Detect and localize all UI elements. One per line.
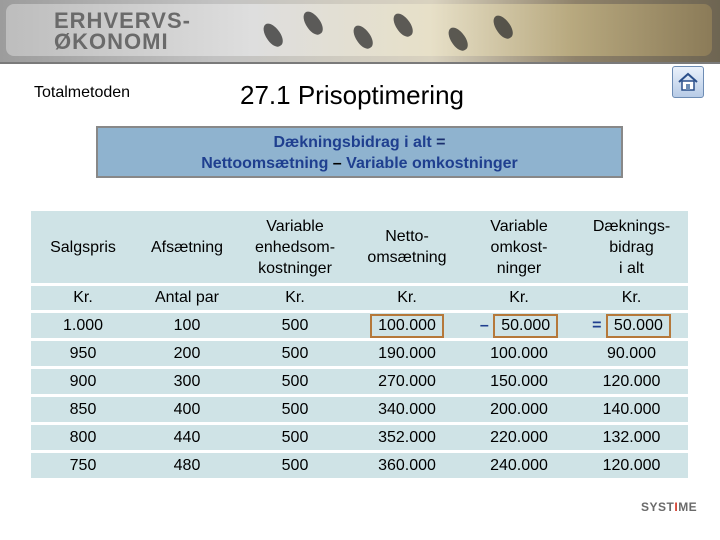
section-subtitle: Totalmetoden (34, 84, 131, 101)
price-optimization-table (31, 208, 688, 481)
cell-netto: 360.000 (351, 453, 463, 478)
formula-part-1: Dækningsbidrag i alt (273, 134, 432, 151)
cell-variable-omk: 200.000 (463, 397, 575, 422)
header-banner-inner (6, 4, 712, 56)
cell-salgspris: 1.000 (31, 313, 135, 338)
page-title: 27.1 Prisoptimering (240, 80, 464, 110)
cell-db: 90.000 (575, 341, 688, 366)
brand-part-1: SYST (641, 500, 675, 514)
brand-part-2: I (674, 500, 679, 514)
table-row (31, 341, 688, 366)
table-row (31, 313, 688, 338)
cell-db: 140.000 (575, 397, 688, 422)
cell-salgspris: 750 (31, 453, 135, 478)
cell-salgspris: 850 (31, 397, 135, 422)
logo (54, 10, 191, 52)
logo-line-2: ØKONOMI (54, 29, 169, 54)
unit-cell: Kr. (31, 286, 135, 310)
cell-variable-omk: 150.000 (463, 369, 575, 394)
cell-variable-omk: 240.000 (463, 453, 575, 478)
highlight-netto: 100.000 (370, 314, 444, 338)
cell-variable-enhed: 500 (239, 341, 351, 366)
unit-cell: Kr. (575, 286, 688, 310)
cell-db: 132.000 (575, 425, 688, 450)
unit-cell: Kr. (463, 286, 575, 310)
unit-cell: Kr. (351, 286, 463, 310)
unit-cell: Antal par (135, 286, 239, 310)
equals-sign: = (592, 316, 602, 334)
header-nettoomsaetning: Netto- omsætning (351, 211, 463, 283)
header-daekningsbidrag: Dæknings- bidrag i alt (575, 211, 688, 283)
cell-netto: 270.000 (351, 369, 463, 394)
table-row (31, 425, 688, 450)
unit-cell: Kr. (239, 286, 351, 310)
cell-variable-enhed: 500 (239, 397, 351, 422)
cell-afsaetning: 300 (135, 369, 239, 394)
systime-logo (641, 500, 697, 514)
header-variable-omkostninger: Variable omkost- ninger (463, 211, 575, 283)
cell-netto: 190.000 (351, 341, 463, 366)
table-header-row (31, 211, 688, 283)
logo-line-1: ERHVERVS- (54, 8, 191, 33)
cell-db: 120.000 (575, 453, 688, 478)
cell-afsaetning: 400 (135, 397, 239, 422)
table-units-row (31, 286, 688, 310)
cell-salgspris: 950 (31, 341, 135, 366)
cell-afsaetning: 100 (135, 313, 239, 338)
cell-netto-highlight (351, 313, 463, 338)
footprints-decoration (246, 8, 536, 60)
formula-minus: – (332, 155, 342, 172)
formula-part-3: Variable omkostninger (346, 155, 518, 172)
minus-sign: – (479, 316, 489, 334)
table-row (31, 397, 688, 422)
cell-salgspris: 900 (31, 369, 135, 394)
cell-variable-enhed: 500 (239, 369, 351, 394)
highlight-variable-omk: 50.000 (493, 314, 558, 338)
cell-db: 120.000 (575, 369, 688, 394)
home-icon (676, 70, 700, 94)
cell-db-highlight (575, 313, 688, 338)
header-variable-enhedsomkostninger: Variable enhedsom- kostninger (239, 211, 351, 283)
cell-variable-omk: 100.000 (463, 341, 575, 366)
header-afsaetning: Afsætning (135, 211, 239, 283)
cell-afsaetning: 480 (135, 453, 239, 478)
cell-netto: 340.000 (351, 397, 463, 422)
highlight-db: 50.000 (606, 314, 671, 338)
header-salgspris: Salgspris (31, 211, 135, 283)
cell-variable-enhed: 500 (239, 425, 351, 450)
cell-afsaetning: 200 (135, 341, 239, 366)
cell-afsaetning: 440 (135, 425, 239, 450)
header-banner (0, 0, 720, 64)
formula-part-2: Nettoomsætning (201, 155, 329, 172)
home-button[interactable] (672, 66, 704, 98)
cell-variable-enhed: 500 (239, 453, 351, 478)
table-row (31, 369, 688, 394)
cell-variable-omk-highlight (463, 313, 575, 338)
cell-variable-enhed: 500 (239, 313, 351, 338)
table-row (31, 453, 688, 478)
cell-salgspris: 800 (31, 425, 135, 450)
cell-netto: 352.000 (351, 425, 463, 450)
formula-box (96, 126, 623, 178)
cell-variable-omk: 220.000 (463, 425, 575, 450)
brand-part-3: ME (678, 500, 698, 514)
formula-equals: = (436, 134, 446, 151)
